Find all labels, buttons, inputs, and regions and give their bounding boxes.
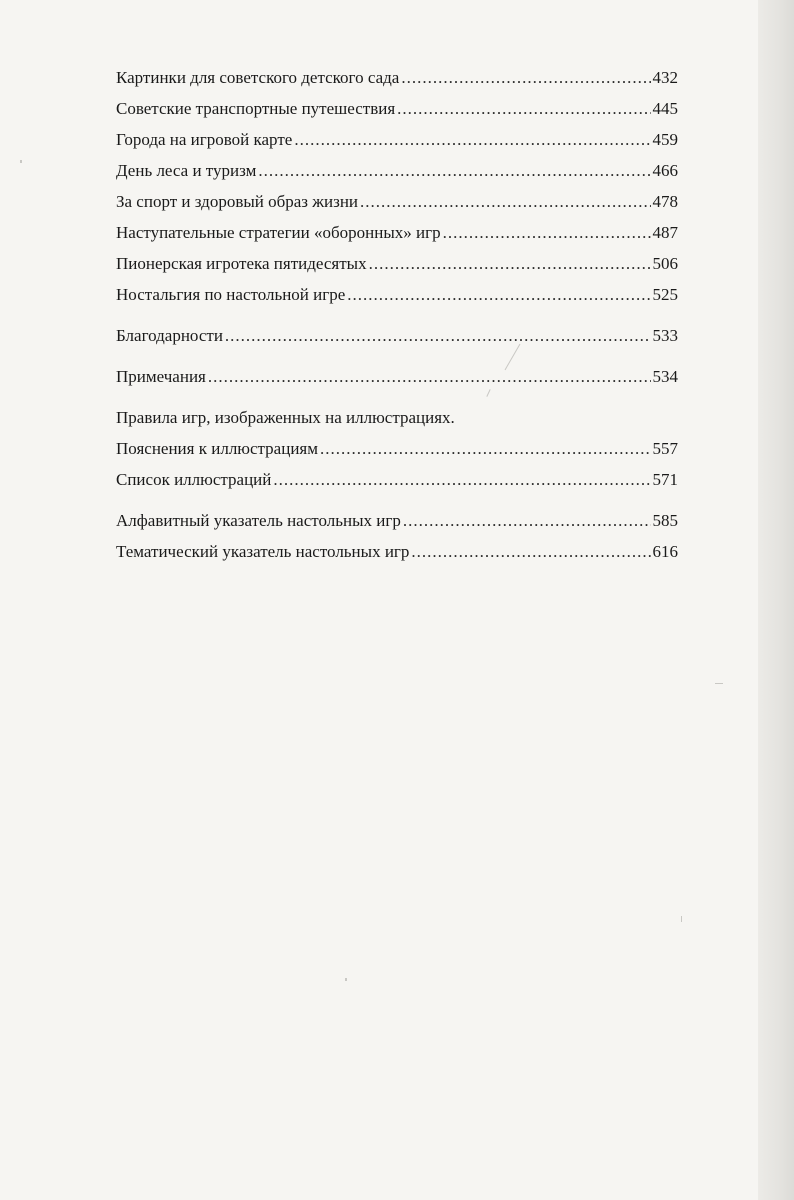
toc-entry-page: 533 xyxy=(652,326,678,345)
toc-entry-page: 534 xyxy=(652,367,678,386)
toc-entry-title: День леса и туризм xyxy=(116,161,257,180)
table-of-contents xyxy=(116,62,678,567)
toc-entry-page: 478 xyxy=(652,192,678,211)
toc-dot-leader xyxy=(403,505,651,536)
toc-entry[interactable] xyxy=(116,433,678,464)
toc-entry-title: Тематический указатель настольных игр xyxy=(116,542,410,561)
toc-entry-page: 487 xyxy=(652,223,678,242)
toc-dot-leader xyxy=(294,124,650,155)
toc-entry[interactable] xyxy=(116,361,678,392)
toc-dot-leader xyxy=(397,93,650,124)
toc-dot-leader xyxy=(208,361,651,392)
toc-entry-title: Примечания xyxy=(116,367,206,386)
toc-entry-page: 445 xyxy=(652,99,678,118)
toc-entry-title: Картинки для советского детского сада xyxy=(116,68,400,87)
toc-entry[interactable] xyxy=(116,93,678,124)
scan-mark xyxy=(345,978,347,981)
toc-dot-leader xyxy=(320,433,651,464)
toc-entry-page: 585 xyxy=(652,511,678,530)
toc-entry[interactable] xyxy=(116,155,678,186)
toc-entry-title: Города на игровой карте xyxy=(116,130,293,149)
toc-entry[interactable] xyxy=(116,62,678,93)
scan-mark xyxy=(20,160,22,163)
toc-dot-leader xyxy=(225,320,651,351)
toc-entry-title: Благодарности xyxy=(116,326,223,345)
toc-entry-title: Советские транспортные путешествия xyxy=(116,99,396,118)
toc-entry-title: Пояснения к иллюстрациям xyxy=(116,439,318,458)
toc-entry-page: 459 xyxy=(652,130,678,149)
toc-dot-leader xyxy=(411,536,650,567)
toc-entry[interactable] xyxy=(116,536,678,567)
toc-section-heading xyxy=(116,402,678,433)
toc-entry[interactable] xyxy=(116,186,678,217)
toc-entry-title: Наступательные стратегии «оборонных» игр xyxy=(116,223,441,242)
toc-entry[interactable] xyxy=(116,124,678,155)
toc-entry[interactable] xyxy=(116,279,678,310)
toc-dot-leader xyxy=(443,217,651,248)
toc-entry-title: Пионерская игротека пятидесятых xyxy=(116,254,367,273)
toc-entry-page: 506 xyxy=(652,254,678,273)
toc-entry[interactable] xyxy=(116,320,678,351)
page-edge-shadow xyxy=(758,0,794,1200)
toc-dot-leader xyxy=(273,464,650,495)
toc-entry-page: 557 xyxy=(652,439,678,458)
toc-entry-page: 525 xyxy=(652,285,678,304)
toc-dot-leader xyxy=(347,279,650,310)
scan-mark xyxy=(681,916,682,922)
toc-dot-leader xyxy=(360,186,650,217)
toc-entry-title: Алфавитный указатель настольных игр xyxy=(116,511,401,530)
toc-entry-title: Ностальгия по настольной игре xyxy=(116,285,346,304)
toc-entry-page: 466 xyxy=(652,161,678,180)
toc-entry[interactable] xyxy=(116,464,678,495)
toc-entry-title: Правила игр, изображенных на иллюстрациях. xyxy=(116,408,455,427)
toc-entry-page: 571 xyxy=(652,470,678,489)
toc-dot-leader xyxy=(258,155,650,186)
scan-mark xyxy=(715,683,723,684)
toc-entry[interactable] xyxy=(116,217,678,248)
toc-entry[interactable] xyxy=(116,248,678,279)
toc-dot-leader xyxy=(401,62,650,93)
toc-entry-page: 432 xyxy=(652,68,678,87)
toc-entry-title: Список иллюстраций xyxy=(116,470,272,489)
toc-entry[interactable] xyxy=(116,505,678,536)
toc-entry-title: За спорт и здоровый образ жизни xyxy=(116,192,359,211)
toc-dot-leader xyxy=(369,248,651,279)
toc-entry-page: 616 xyxy=(652,542,678,561)
